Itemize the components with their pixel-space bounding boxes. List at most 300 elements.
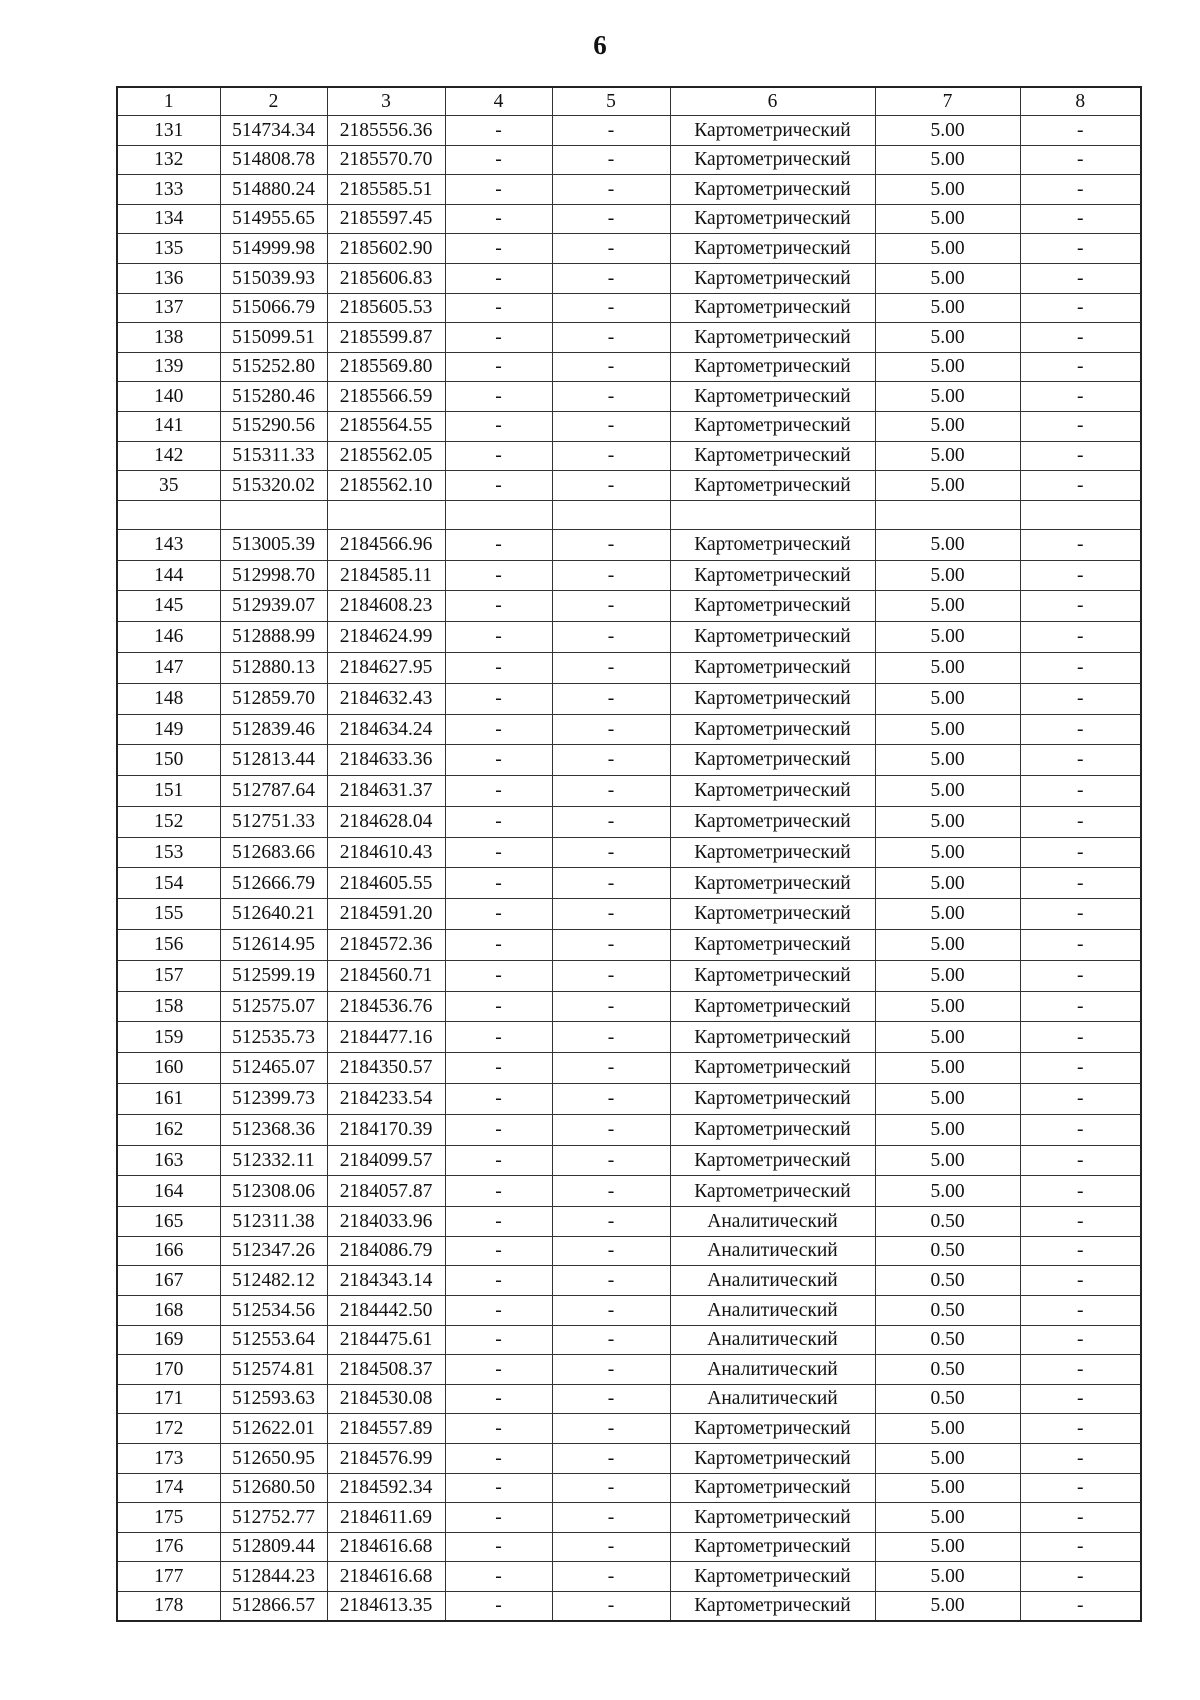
table-cell-col5: -	[552, 352, 670, 382]
column-header: 3	[327, 87, 445, 116]
table-cell-col8: -	[1020, 382, 1141, 412]
table-cell-col3: 2184475.61	[327, 1325, 445, 1355]
table-cell-col3: 2184576.99	[327, 1444, 445, 1474]
table-cell-col3: 2184233.54	[327, 1084, 445, 1115]
table-cell-col6: Аналитический	[670, 1325, 875, 1355]
table-cell-col7: 5.00	[875, 352, 1020, 382]
table-cell-col4: -	[445, 1207, 552, 1237]
table-cell-col7: 5.00	[875, 1532, 1020, 1562]
table-cell-col5: -	[552, 560, 670, 591]
table-row	[117, 560, 1141, 591]
table-cell-col2: 515039.93	[220, 263, 327, 293]
table-row	[117, 868, 1141, 899]
table-cell-col8: -	[1020, 1022, 1141, 1053]
table-cell-col7: 5.00	[875, 1591, 1020, 1621]
table-cell-col1: 133	[117, 175, 220, 205]
table-cell-col3: 2185569.80	[327, 352, 445, 382]
table-cell-col1: 137	[117, 293, 220, 323]
table-cell-col8: -	[1020, 1562, 1141, 1592]
table-cell-col7: 5.00	[875, 175, 1020, 205]
table-cell-col2: 512751.33	[220, 806, 327, 837]
table-cell-col4: -	[445, 1114, 552, 1145]
table-cell-col4: -	[445, 652, 552, 683]
table-cell-col8: -	[1020, 204, 1141, 234]
table-cell-col1: 173	[117, 1444, 220, 1474]
table-cell-col8: -	[1020, 1503, 1141, 1533]
table-cell-col2: 512482.12	[220, 1266, 327, 1296]
table-cell-col1: 146	[117, 622, 220, 653]
table-cell-col6: Картометрический	[670, 145, 875, 175]
table-cell-col6: Картометрический	[670, 899, 875, 930]
table-cell-col8: -	[1020, 776, 1141, 807]
table-cell-col6: Картометрический	[670, 175, 875, 205]
table-cell-col7: 5.00	[875, 806, 1020, 837]
table-cell-col5: -	[552, 1503, 670, 1533]
table-cell-col2: 515280.46	[220, 382, 327, 412]
table-cell-col2: 515252.80	[220, 352, 327, 382]
table-cell-col7: 0.50	[875, 1355, 1020, 1385]
table-row	[117, 204, 1141, 234]
table-cell-col6: Аналитический	[670, 1384, 875, 1414]
table-cell-col1: 165	[117, 1207, 220, 1237]
table-cell-col6: Картометрический	[670, 263, 875, 293]
table-cell-col5: -	[552, 411, 670, 441]
table-cell-col3: 2184442.50	[327, 1296, 445, 1326]
table-row	[117, 116, 1141, 146]
table-cell-col5: -	[552, 1236, 670, 1266]
table-cell-col1: 175	[117, 1503, 220, 1533]
table-cell-col1: 154	[117, 868, 220, 899]
table-cell-col5: -	[552, 1473, 670, 1503]
table-cell-col8: -	[1020, 471, 1141, 501]
table-cell-col1: 143	[117, 529, 220, 560]
table-cell-col7: 5.00	[875, 899, 1020, 930]
table-cell-col4: -	[445, 991, 552, 1022]
table-cell-col1: 157	[117, 960, 220, 991]
table-cell-col7: 0.50	[875, 1266, 1020, 1296]
table-cell-col8: -	[1020, 1473, 1141, 1503]
table-cell-col8: -	[1020, 1444, 1141, 1474]
table-cell-col1: 139	[117, 352, 220, 382]
table-cell-col5: -	[552, 529, 670, 560]
table-cell-col8: -	[1020, 806, 1141, 837]
table-cell-col6: Картометрический	[670, 714, 875, 745]
table-cell-col2: 515066.79	[220, 293, 327, 323]
table-cell-col4: -	[445, 471, 552, 501]
table-row	[117, 652, 1141, 683]
table-cell-col1	[117, 500, 220, 529]
table-row	[117, 1053, 1141, 1084]
table-cell-col5: -	[552, 930, 670, 961]
table-cell-col1: 140	[117, 382, 220, 412]
table-row	[117, 806, 1141, 837]
table-cell-col1: 162	[117, 1114, 220, 1145]
table-row	[117, 1266, 1141, 1296]
table-cell-col3: 2185602.90	[327, 234, 445, 264]
table-cell-col1: 153	[117, 837, 220, 868]
table-cell-col5: -	[552, 1562, 670, 1592]
table-cell-col7: 5.00	[875, 776, 1020, 807]
table-cell-col4: -	[445, 441, 552, 471]
table-row	[117, 1114, 1141, 1145]
column-header: 2	[220, 87, 327, 116]
table-cell-col5: -	[552, 1532, 670, 1562]
table-cell-col1: 150	[117, 745, 220, 776]
table-cell-col5: -	[552, 837, 670, 868]
table-cell-col4: -	[445, 899, 552, 930]
table-cell-col3: 2184477.16	[327, 1022, 445, 1053]
table-row	[117, 776, 1141, 807]
table-cell-col8: -	[1020, 145, 1141, 175]
page-number: 6	[593, 30, 607, 60]
table-cell-col6: Картометрический	[670, 234, 875, 264]
table-cell-col2: 514880.24	[220, 175, 327, 205]
table-cell-col1: 172	[117, 1414, 220, 1444]
table-row	[117, 837, 1141, 868]
table-row	[117, 930, 1141, 961]
table-cell-col6: Картометрический	[670, 1473, 875, 1503]
table-cell-col5: -	[552, 1084, 670, 1115]
table-cell-col4: -	[445, 1022, 552, 1053]
table-cell-col8: -	[1020, 263, 1141, 293]
table-cell-col2: 512866.57	[220, 1591, 327, 1621]
table-cell-col7: 5.00	[875, 745, 1020, 776]
table-cell-col8: -	[1020, 1325, 1141, 1355]
table-cell-col2: 512809.44	[220, 1532, 327, 1562]
table-row	[117, 991, 1141, 1022]
table-cell-col5: -	[552, 868, 670, 899]
table-cell-col2: 512553.64	[220, 1325, 327, 1355]
table-cell-col2: 512308.06	[220, 1176, 327, 1207]
table-cell-col6: Картометрический	[670, 116, 875, 146]
table-cell-col3: 2184508.37	[327, 1355, 445, 1385]
table-row	[117, 1325, 1141, 1355]
table-cell-col6: Картометрический	[670, 411, 875, 441]
table-cell-col5: -	[552, 116, 670, 146]
table-cell-col1: 152	[117, 806, 220, 837]
table-cell-col1: 168	[117, 1296, 220, 1326]
table-cell-col7: 5.00	[875, 591, 1020, 622]
table-cell-col4: -	[445, 1355, 552, 1385]
table-cell-col3: 2185562.10	[327, 471, 445, 501]
table-cell-col4: -	[445, 234, 552, 264]
table-row	[117, 683, 1141, 714]
table-cell-col6: Картометрический	[670, 1114, 875, 1145]
table-cell-col5: -	[552, 776, 670, 807]
table-cell-col5: -	[552, 323, 670, 353]
table-cell-col5: -	[552, 1266, 670, 1296]
table-cell-col6: Картометрический	[670, 382, 875, 412]
table-cell-col2: 512880.13	[220, 652, 327, 683]
table-cell-col8: -	[1020, 1084, 1141, 1115]
table-cell-col7: 5.00	[875, 930, 1020, 961]
table-cell-col5: -	[552, 293, 670, 323]
column-header: 6	[670, 87, 875, 116]
table-cell-col1: 144	[117, 560, 220, 591]
table-cell-col6: Картометрический	[670, 745, 875, 776]
table-cell-col5: -	[552, 1176, 670, 1207]
table-cell-col6: Картометрический	[670, 1414, 875, 1444]
table-row	[117, 745, 1141, 776]
table-cell-col1: 132	[117, 145, 220, 175]
table-row	[117, 899, 1141, 930]
table-cell-col4: -	[445, 930, 552, 961]
table-cell-col2: 512839.46	[220, 714, 327, 745]
table-cell-col3: 2184086.79	[327, 1236, 445, 1266]
table-cell-col2: 512535.73	[220, 1022, 327, 1053]
table-cell-col4: -	[445, 1532, 552, 1562]
table-cell-col1: 158	[117, 991, 220, 1022]
table-cell-col3: 2184592.34	[327, 1473, 445, 1503]
table-cell-col7: 0.50	[875, 1236, 1020, 1266]
table-cell-col3: 2185564.55	[327, 411, 445, 441]
table-cell-col3	[327, 500, 445, 529]
table-cell-col8: -	[1020, 991, 1141, 1022]
table-row	[117, 714, 1141, 745]
table-cell-col6: Картометрический	[670, 1084, 875, 1115]
column-header: 7	[875, 87, 1020, 116]
table-cell-col7: 5.00	[875, 1176, 1020, 1207]
table-cell-col4: -	[445, 263, 552, 293]
table-cell-col8: -	[1020, 1591, 1141, 1621]
table-cell-col3: 2184057.87	[327, 1176, 445, 1207]
table-cell-col3: 2185597.45	[327, 204, 445, 234]
table-cell-col2: 515320.02	[220, 471, 327, 501]
table-cell-col8: -	[1020, 1266, 1141, 1296]
table-cell-col5: -	[552, 382, 670, 412]
table-cell-col8: -	[1020, 1207, 1141, 1237]
table-cell-col4: -	[445, 175, 552, 205]
table-cell-col2: 512998.70	[220, 560, 327, 591]
table-row	[117, 323, 1141, 353]
table-row	[117, 1355, 1141, 1385]
table-row	[117, 1145, 1141, 1176]
table-row	[117, 1532, 1141, 1562]
table-cell-col8: -	[1020, 1053, 1141, 1084]
table-cell-col1: 131	[117, 116, 220, 146]
table-row	[117, 1591, 1141, 1621]
table-cell-col7: 5.00	[875, 1503, 1020, 1533]
table-cell-col3: 2185566.59	[327, 382, 445, 412]
table-cell-col6: Аналитический	[670, 1296, 875, 1326]
table-cell-col8: -	[1020, 930, 1141, 961]
table-cell-col4: -	[445, 1053, 552, 1084]
table-row	[117, 293, 1141, 323]
table-cell-col2: 512752.77	[220, 1503, 327, 1533]
table-cell-col2	[220, 500, 327, 529]
table-cell-col6: Картометрический	[670, 471, 875, 501]
spacer-row	[117, 500, 1141, 529]
table-cell-col4: -	[445, 352, 552, 382]
table-cell-col6: Картометрический	[670, 1532, 875, 1562]
table-cell-col8: -	[1020, 323, 1141, 353]
table-cell-col2: 512593.63	[220, 1384, 327, 1414]
table-row	[117, 1503, 1141, 1533]
table-cell-col7: 5.00	[875, 714, 1020, 745]
table-cell-col5	[552, 500, 670, 529]
table-cell-col7: 5.00	[875, 323, 1020, 353]
table-cell-col4: -	[445, 591, 552, 622]
table-cell-col3: 2184610.43	[327, 837, 445, 868]
table-cell-col2: 512311.38	[220, 1207, 327, 1237]
table-cell-col8: -	[1020, 622, 1141, 653]
table-cell-col8: -	[1020, 1236, 1141, 1266]
table-cell-col7: 5.00	[875, 991, 1020, 1022]
table-cell-col4	[445, 500, 552, 529]
table-cell-col4: -	[445, 323, 552, 353]
table-cell-col7: 5.00	[875, 1022, 1020, 1053]
table-cell-col1: 167	[117, 1266, 220, 1296]
table-cell-col1: 142	[117, 441, 220, 471]
table-cell-col7: 5.00	[875, 116, 1020, 146]
table-cell-col7: 5.00	[875, 263, 1020, 293]
table-cell-col3: 2184591.20	[327, 899, 445, 930]
table-cell-col7: 5.00	[875, 382, 1020, 412]
table-cell-col8: -	[1020, 234, 1141, 264]
table-cell-col3: 2184585.11	[327, 560, 445, 591]
table-cell-col8: -	[1020, 652, 1141, 683]
table-cell-col2: 512599.19	[220, 960, 327, 991]
table-cell-col8: -	[1020, 293, 1141, 323]
table-row	[117, 441, 1141, 471]
table-row	[117, 960, 1141, 991]
table-cell-col1: 163	[117, 1145, 220, 1176]
table-cell-col1: 138	[117, 323, 220, 353]
table-cell-col1: 159	[117, 1022, 220, 1053]
table-cell-col6: Картометрический	[670, 1562, 875, 1592]
column-header: 4	[445, 87, 552, 116]
table-cell-col8: -	[1020, 714, 1141, 745]
table-cell-col8: -	[1020, 1114, 1141, 1145]
table-cell-col2: 515099.51	[220, 323, 327, 353]
table-cell-col7: 0.50	[875, 1325, 1020, 1355]
table-cell-col2: 512640.21	[220, 899, 327, 930]
table-cell-col4: -	[445, 960, 552, 991]
table-cell-col3: 2185585.51	[327, 175, 445, 205]
table-cell-col1: 160	[117, 1053, 220, 1084]
table-row	[117, 1473, 1141, 1503]
table-cell-col2: 512399.73	[220, 1084, 327, 1115]
table-cell-col5: -	[552, 622, 670, 653]
table-cell-col7: 5.00	[875, 145, 1020, 175]
table-cell-col4: -	[445, 560, 552, 591]
table-cell-col5: -	[552, 1414, 670, 1444]
table-cell-col6: Картометрический	[670, 622, 875, 653]
table-cell-col5: -	[552, 745, 670, 776]
table-cell-col2: 512859.70	[220, 683, 327, 714]
table-cell-col1: 145	[117, 591, 220, 622]
table-cell-col7: 5.00	[875, 411, 1020, 441]
table-cell-col8: -	[1020, 745, 1141, 776]
table-row	[117, 1022, 1141, 1053]
table-cell-col4: -	[445, 1296, 552, 1326]
table-cell-col4: -	[445, 745, 552, 776]
table-row	[117, 263, 1141, 293]
table-row	[117, 382, 1141, 412]
table-cell-col5: -	[552, 145, 670, 175]
table-cell-col8: -	[1020, 175, 1141, 205]
table-cell-col5: -	[552, 683, 670, 714]
table-cell-col2: 512787.64	[220, 776, 327, 807]
table-cell-col2: 512332.11	[220, 1145, 327, 1176]
table-cell-col1: 178	[117, 1591, 220, 1621]
table-cell-col4: -	[445, 868, 552, 899]
table-cell-col3: 2184608.23	[327, 591, 445, 622]
table-cell-col7: 0.50	[875, 1296, 1020, 1326]
table-cell-col4: -	[445, 1503, 552, 1533]
table-cell-col1: 174	[117, 1473, 220, 1503]
table-cell-col1: 155	[117, 899, 220, 930]
table-cell-col3: 2184634.24	[327, 714, 445, 745]
table-cell-col5: -	[552, 806, 670, 837]
table-cell-col5: -	[552, 1053, 670, 1084]
table-cell-col4: -	[445, 837, 552, 868]
table-cell-col7: 5.00	[875, 652, 1020, 683]
table-cell-col6: Картометрический	[670, 960, 875, 991]
table-cell-col1: 176	[117, 1532, 220, 1562]
table-cell-col5: -	[552, 899, 670, 930]
table-cell-col8: -	[1020, 411, 1141, 441]
table-cell-col5: -	[552, 714, 670, 745]
table-cell-col1: 164	[117, 1176, 220, 1207]
table-cell-col3: 2184613.35	[327, 1591, 445, 1621]
table-cell-col4: -	[445, 529, 552, 560]
table-cell-col8: -	[1020, 1176, 1141, 1207]
table-cell-col6: Аналитический	[670, 1355, 875, 1385]
table-row	[117, 529, 1141, 560]
table-cell-col4: -	[445, 714, 552, 745]
table-cell-col3: 2184170.39	[327, 1114, 445, 1145]
table-cell-col1: 166	[117, 1236, 220, 1266]
table-cell-col4: -	[445, 1236, 552, 1266]
table-cell-col3: 2184566.96	[327, 529, 445, 560]
table-cell-col6: Картометрический	[670, 204, 875, 234]
table-cell-col6: Картометрический	[670, 591, 875, 622]
table-cell-col5: -	[552, 471, 670, 501]
table-cell-col2: 512622.01	[220, 1414, 327, 1444]
table-cell-col3: 2184530.08	[327, 1384, 445, 1414]
table-cell-col8: -	[1020, 441, 1141, 471]
table-cell-col3: 2185562.05	[327, 441, 445, 471]
table-cell-col8: -	[1020, 1355, 1141, 1385]
table-cell-col8: -	[1020, 683, 1141, 714]
table-cell-col7: 5.00	[875, 529, 1020, 560]
table-cell-col1: 161	[117, 1084, 220, 1115]
table-cell-col8: -	[1020, 1145, 1141, 1176]
table-cell-col3: 2184632.43	[327, 683, 445, 714]
table-cell-col6: Картометрический	[670, 1444, 875, 1474]
table-cell-col6	[670, 500, 875, 529]
table-cell-col4: -	[445, 1384, 552, 1414]
table-cell-col6: Картометрический	[670, 293, 875, 323]
table-cell-col7: 5.00	[875, 1114, 1020, 1145]
table-cell-col6: Картометрический	[670, 560, 875, 591]
table-cell-col6: Картометрический	[670, 441, 875, 471]
table-cell-col1: 156	[117, 930, 220, 961]
table-cell-col2: 512650.95	[220, 1444, 327, 1474]
table-cell-col7: 5.00	[875, 1084, 1020, 1115]
table-row	[117, 234, 1141, 264]
table-cell-col3: 2184350.57	[327, 1053, 445, 1084]
table-cell-col2: 512683.66	[220, 837, 327, 868]
table-cell-col5: -	[552, 234, 670, 264]
table-cell-col3: 2184627.95	[327, 652, 445, 683]
table-row	[117, 1384, 1141, 1414]
table-cell-col8: -	[1020, 960, 1141, 991]
table-cell-col6: Картометрический	[670, 652, 875, 683]
table-cell-col6: Аналитический	[670, 1207, 875, 1237]
table-row	[117, 175, 1141, 205]
